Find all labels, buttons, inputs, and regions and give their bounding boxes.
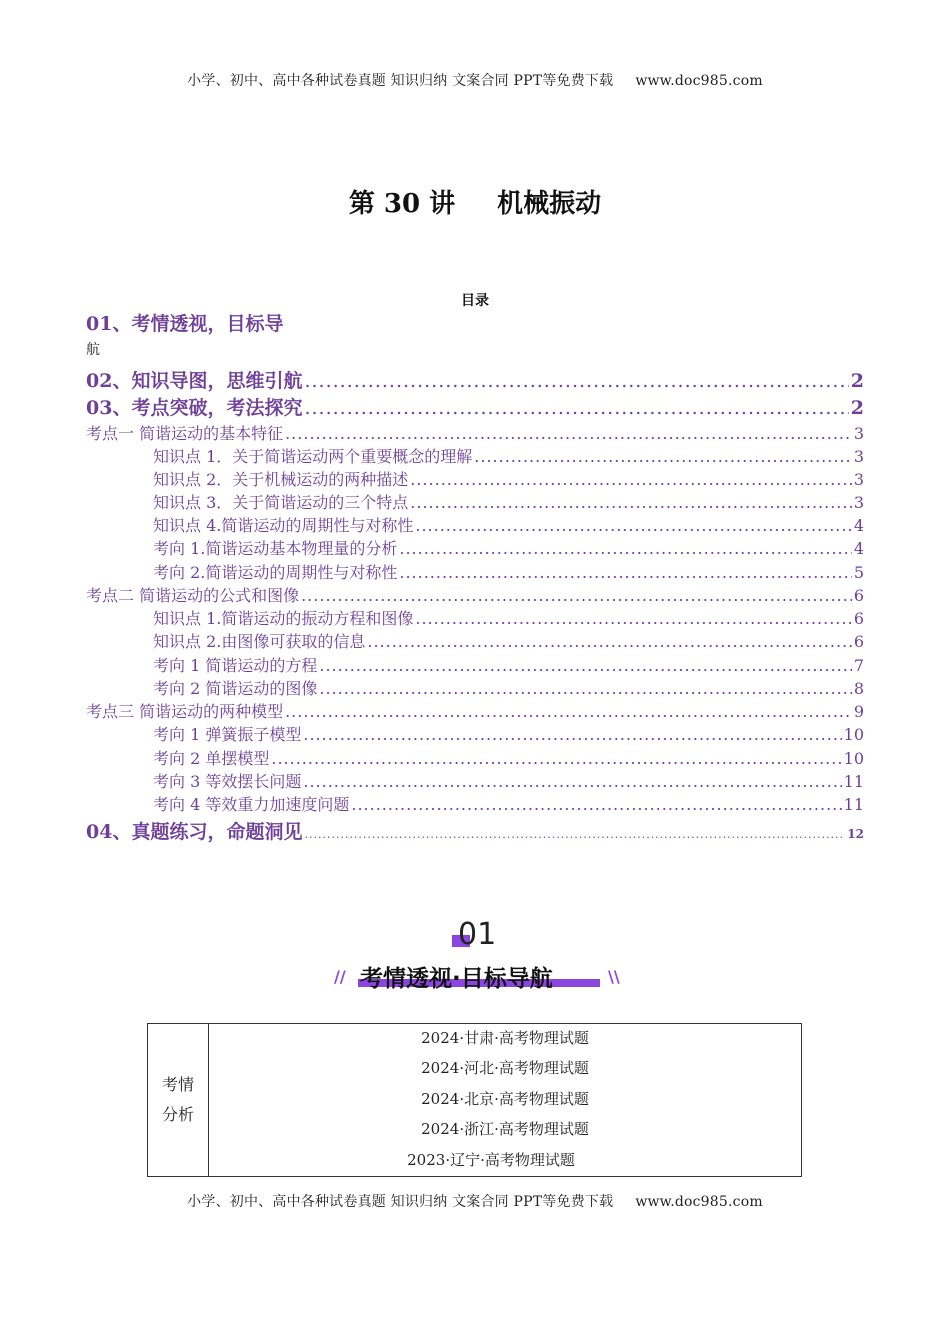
toc-item-label: 考向 1 简谐运动的方程 xyxy=(153,656,318,675)
toc-page-number: 3 xyxy=(853,424,864,443)
toc-page-number: 7 xyxy=(853,656,864,675)
analysis-label-line1: 考情 xyxy=(161,1075,194,1094)
toc-item-label: 考向 1.简谐运动基本物理量的分析 xyxy=(153,539,398,558)
toc-page-number: 5 xyxy=(853,563,864,582)
title-lecture: 第 30 讲 xyxy=(348,189,456,219)
toc-item-label: 01、考情透视，目标导 xyxy=(86,313,284,335)
toc-item[interactable] xyxy=(86,792,864,815)
toc-item-label: 02、知识导图，思维引航 xyxy=(86,370,303,392)
slash-right-decoration: \\ xyxy=(608,967,620,986)
toc-item[interactable] xyxy=(86,653,864,676)
toc-page-number: 6 xyxy=(853,586,864,605)
toc-item-label: 考向 1 弹簧振子模型 xyxy=(153,725,302,744)
toc-page-number: 4 xyxy=(853,539,864,558)
toc-item-label: 考点三 简谐运动的两种模型 xyxy=(86,702,284,721)
section-number: 01 xyxy=(458,917,497,952)
toc-page-number: 10 xyxy=(843,725,864,744)
analysis-source: 2024·浙江·高考物理试题 xyxy=(421,1120,589,1138)
toc-page-number: 4 xyxy=(853,516,864,535)
toc-item-kaodian-1[interactable] xyxy=(86,421,864,444)
analysis-source: 2024·河北·高考物理试题 xyxy=(421,1059,589,1077)
toc-item[interactable] xyxy=(86,536,864,559)
toc-item-kaodian-3[interactable] xyxy=(86,699,864,722)
section-title: 考情透视·目标导航 xyxy=(360,966,553,992)
toc-heading: 目录 xyxy=(461,293,489,309)
page-footer xyxy=(0,1191,950,1211)
toc-page-number: 3 xyxy=(853,493,864,512)
toc-page-number: 10 xyxy=(843,749,864,768)
toc-item[interactable] xyxy=(86,560,864,583)
toc-item[interactable] xyxy=(86,769,864,792)
toc-page-number: 6 xyxy=(853,609,864,628)
toc-page-number: 12 xyxy=(847,827,864,841)
analysis-label-line2: 分析 xyxy=(161,1105,194,1124)
slash-left-decoration: // xyxy=(334,967,346,986)
toc-item[interactable] xyxy=(86,490,864,513)
toc-page-number: 6 xyxy=(853,632,864,651)
toc-page-number: 2 xyxy=(850,370,864,392)
toc-item-04[interactable] xyxy=(86,817,864,844)
toc-item-label: 考向 4 等效重力加速度问题 xyxy=(153,795,350,814)
toc-item[interactable] xyxy=(86,746,864,769)
toc-item-label: 知识点 1．关于简谐运动两个重要概念的理解 xyxy=(153,447,473,466)
toc-item-label: 考点二 简谐运动的公式和图像 xyxy=(86,586,300,605)
toc-item[interactable] xyxy=(86,444,864,467)
analysis-table xyxy=(147,1023,802,1177)
toc-item[interactable] xyxy=(86,467,864,490)
toc-item[interactable] xyxy=(86,513,864,536)
analysis-source: 2023·辽宁·高考物理试题 xyxy=(407,1151,575,1169)
toc-item-label: 考向 2 简谐运动的图像 xyxy=(153,679,318,698)
toc-item-label: 知识点 3．关于简谐运动的三个特点 xyxy=(153,493,409,512)
toc-item-kaodian-2[interactable] xyxy=(86,583,864,606)
toc-page-number: 8 xyxy=(853,679,864,698)
toc-item-01[interactable] xyxy=(86,309,864,336)
toc-item[interactable] xyxy=(86,676,864,699)
section-banner xyxy=(330,915,620,995)
toc-page-number: 3 xyxy=(853,447,864,466)
title-topic: 机械振动 xyxy=(497,189,602,219)
header-text: 小学、初中、高中各种试卷真题 知识归纳 文案合同 PPT等免费下载 xyxy=(187,73,614,89)
toc-page-number: 11 xyxy=(843,795,864,814)
toc-item-01-wrap: 航 xyxy=(86,342,100,358)
footer-text: 小学、初中、高中各种试卷真题 知识归纳 文案合同 PPT等免费下载 xyxy=(187,1194,614,1210)
toc-item-label: 考点一 简谐运动的基本特征 xyxy=(86,424,284,443)
toc-item-label: 考向 2.简谐运动的周期性与对称性 xyxy=(153,563,398,582)
toc-item-label: 知识点 2．关于机械运动的两种描述 xyxy=(153,470,409,489)
toc-item-label: 04、真题练习，命题洞见 xyxy=(86,821,303,843)
toc-item-label: 03、考点突破，考法探究 xyxy=(86,397,303,419)
toc-page-number: 2 xyxy=(850,397,864,419)
page-header xyxy=(0,70,950,90)
toc-item-label: 考向 3 等效摆长问题 xyxy=(153,772,302,791)
toc-item-03[interactable] xyxy=(86,393,864,420)
header-site[interactable]: www.doc985.com xyxy=(635,73,763,89)
toc-item-label: 知识点 4.简谐运动的周期性与对称性 xyxy=(153,516,414,535)
toc-page-number: 9 xyxy=(853,702,864,721)
analysis-sources-cell xyxy=(209,1024,801,1176)
toc-item-label: 考向 2 单摆模型 xyxy=(153,749,270,768)
toc-page-number: 3 xyxy=(853,470,864,489)
toc-item-02[interactable] xyxy=(86,366,864,393)
toc-item[interactable] xyxy=(86,606,864,629)
toc-item[interactable] xyxy=(86,722,864,745)
analysis-source: 2024·甘肃·高考物理试题 xyxy=(421,1029,589,1047)
toc-item[interactable] xyxy=(86,629,864,652)
toc-page-number: 11 xyxy=(843,772,864,791)
footer-site[interactable]: www.doc985.com xyxy=(635,1194,763,1210)
toc-item-label: 知识点 1.简谐运动的振动方程和图像 xyxy=(153,609,414,628)
page-title xyxy=(0,183,950,220)
toc-item-label: 知识点 2.由图像可获取的信息 xyxy=(153,632,366,651)
analysis-source: 2024·北京·高考物理试题 xyxy=(421,1090,589,1108)
